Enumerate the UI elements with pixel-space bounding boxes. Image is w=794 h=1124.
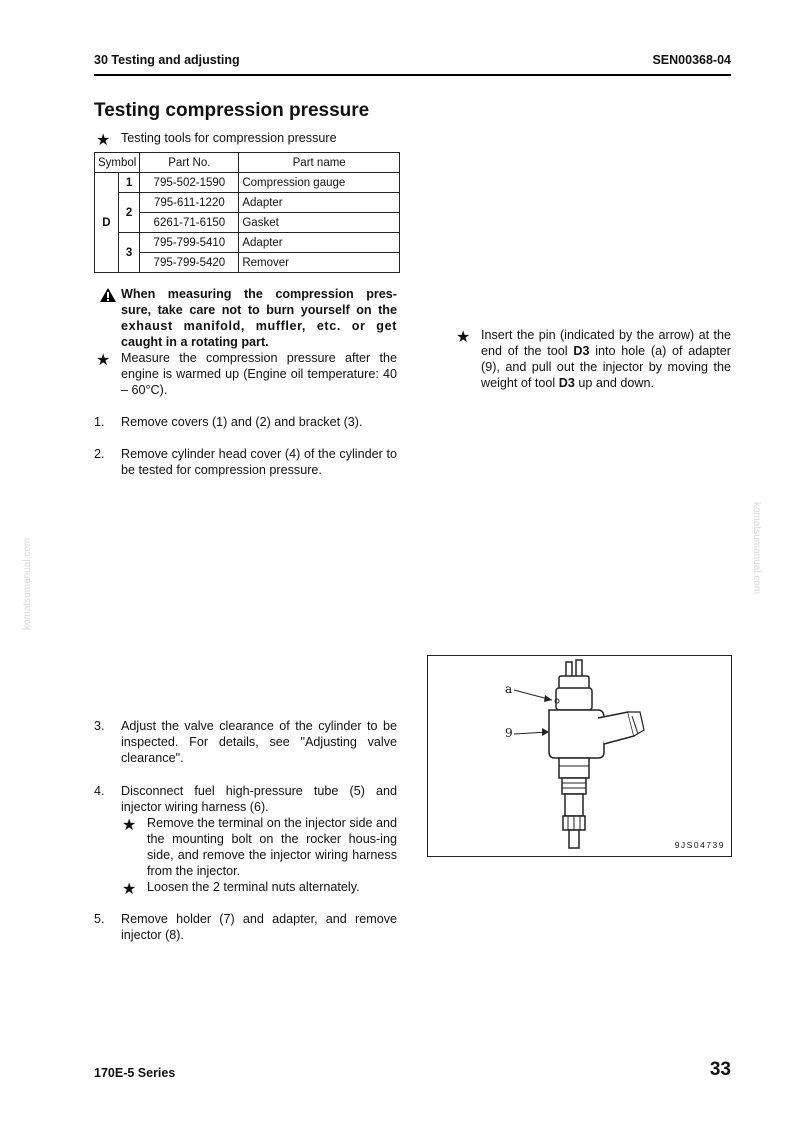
warning-line: caught in a rotating part. bbox=[121, 335, 269, 349]
table-header-row bbox=[95, 153, 400, 173]
header-symbol: Symbol bbox=[95, 153, 140, 173]
part-name: Compression gauge bbox=[239, 173, 400, 193]
section-title: 30 Testing and adjusting bbox=[94, 53, 240, 67]
step-text: Remove cylinder head cover (4) of the cylinder to be tested for compression pressure. bbox=[121, 447, 397, 477]
part-name: Gasket bbox=[239, 213, 400, 233]
step-2 bbox=[94, 446, 397, 478]
star-icon: ★ bbox=[96, 352, 111, 369]
part-number: 795-502-1590 bbox=[140, 173, 239, 193]
header-part-no: Part No. bbox=[140, 153, 239, 173]
step-number: 3. bbox=[94, 719, 105, 733]
warning-line: exhaust manifold, muffler, etc. or get bbox=[121, 319, 397, 333]
warning-line: sure, take care not to burn yourself on the bbox=[121, 303, 397, 317]
part-name: Adapter bbox=[239, 233, 400, 253]
step-number: 5. bbox=[94, 912, 105, 926]
figure-code: 9JS04739 bbox=[674, 840, 725, 850]
part-number: 795-611-1220 bbox=[140, 193, 239, 213]
warning-icon bbox=[99, 287, 117, 303]
header-part-name: Part name bbox=[239, 153, 400, 173]
step-text: Remove covers (1) and (2) and bracket (3). bbox=[121, 415, 363, 429]
insert-pin-note bbox=[481, 327, 731, 391]
footer-series: 170E-5 Series bbox=[94, 1066, 176, 1080]
table-row bbox=[95, 193, 400, 213]
star-icon: ★ bbox=[96, 132, 111, 149]
note-text: up and down. bbox=[574, 376, 654, 390]
watermark-left: komatsumanual.com bbox=[22, 537, 33, 630]
watermark-right: komatsumanual.com bbox=[751, 502, 762, 595]
step-text: Adjust the valve clearance of the cylinder to be inspected. For details, see "Adjusting valve clearance". bbox=[121, 719, 397, 765]
table-row bbox=[95, 233, 400, 253]
page-title: Testing compression pressure bbox=[94, 100, 370, 121]
page-number: 33 bbox=[709, 1059, 731, 1080]
note-text: into hole (a) of adapter (9), and pull out the injector by moving the weight of tool bbox=[481, 344, 732, 390]
measure-note: Measure the compression pressure after the engine is warmed up (Engine oil temperature: 40 – 60°C). bbox=[121, 351, 397, 397]
step-number: 1. bbox=[94, 415, 105, 429]
star-icon: ★ bbox=[456, 329, 471, 346]
injector-illustration bbox=[428, 656, 731, 856]
step-4 bbox=[94, 783, 397, 815]
part-number: 795-799-5410 bbox=[140, 233, 239, 253]
part-name: Adapter bbox=[239, 193, 400, 213]
step-number: 4. bbox=[94, 784, 105, 798]
step-text: Disconnect fuel high-pressure tube (5) and injector wiring harness (6). bbox=[121, 784, 397, 814]
table-row bbox=[95, 173, 400, 193]
tool-code: D3 bbox=[573, 344, 590, 358]
document-code: SEN00368-04 bbox=[652, 53, 731, 67]
step-number: 2. bbox=[94, 447, 105, 461]
step-1 bbox=[94, 414, 397, 430]
step-4-note-1: Remove the terminal on the injector side and the mounting bolt on the rocker hous-ing side, and remove the injector wiring harness from the injector. bbox=[147, 816, 397, 878]
step-3 bbox=[94, 718, 397, 766]
tools-note: Testing tools for compression pressure bbox=[121, 131, 337, 145]
warning-line: When measuring the compression pres- bbox=[121, 287, 397, 301]
step-5 bbox=[94, 911, 397, 943]
warning-text bbox=[121, 286, 397, 350]
symbol-cell: D bbox=[95, 173, 119, 273]
header-rule bbox=[94, 74, 731, 76]
row-number: 1 bbox=[118, 173, 140, 193]
part-number: 6261-71-6150 bbox=[140, 213, 239, 233]
part-number: 795-799-5420 bbox=[140, 253, 239, 273]
step-text: Remove holder (7) and adapter, and remove injector (8). bbox=[121, 912, 397, 942]
row-number: 2 bbox=[118, 193, 140, 233]
row-number: 3 bbox=[118, 233, 140, 273]
table-row bbox=[95, 213, 400, 233]
star-icon: ★ bbox=[122, 817, 137, 834]
part-name: Remover bbox=[239, 253, 400, 273]
label-a: a bbox=[505, 682, 513, 696]
label-9: 9 bbox=[505, 726, 513, 740]
tool-code: D3 bbox=[558, 376, 575, 390]
injector-figure bbox=[427, 655, 732, 857]
star-icon: ★ bbox=[122, 881, 137, 898]
step-4-note-2: Loosen the 2 terminal nuts alternately. bbox=[147, 880, 360, 894]
note-text: Insert the pin (indicated by the arrow) at the end of the tool bbox=[481, 328, 731, 358]
table-row bbox=[95, 253, 400, 273]
tools-table bbox=[94, 152, 400, 273]
